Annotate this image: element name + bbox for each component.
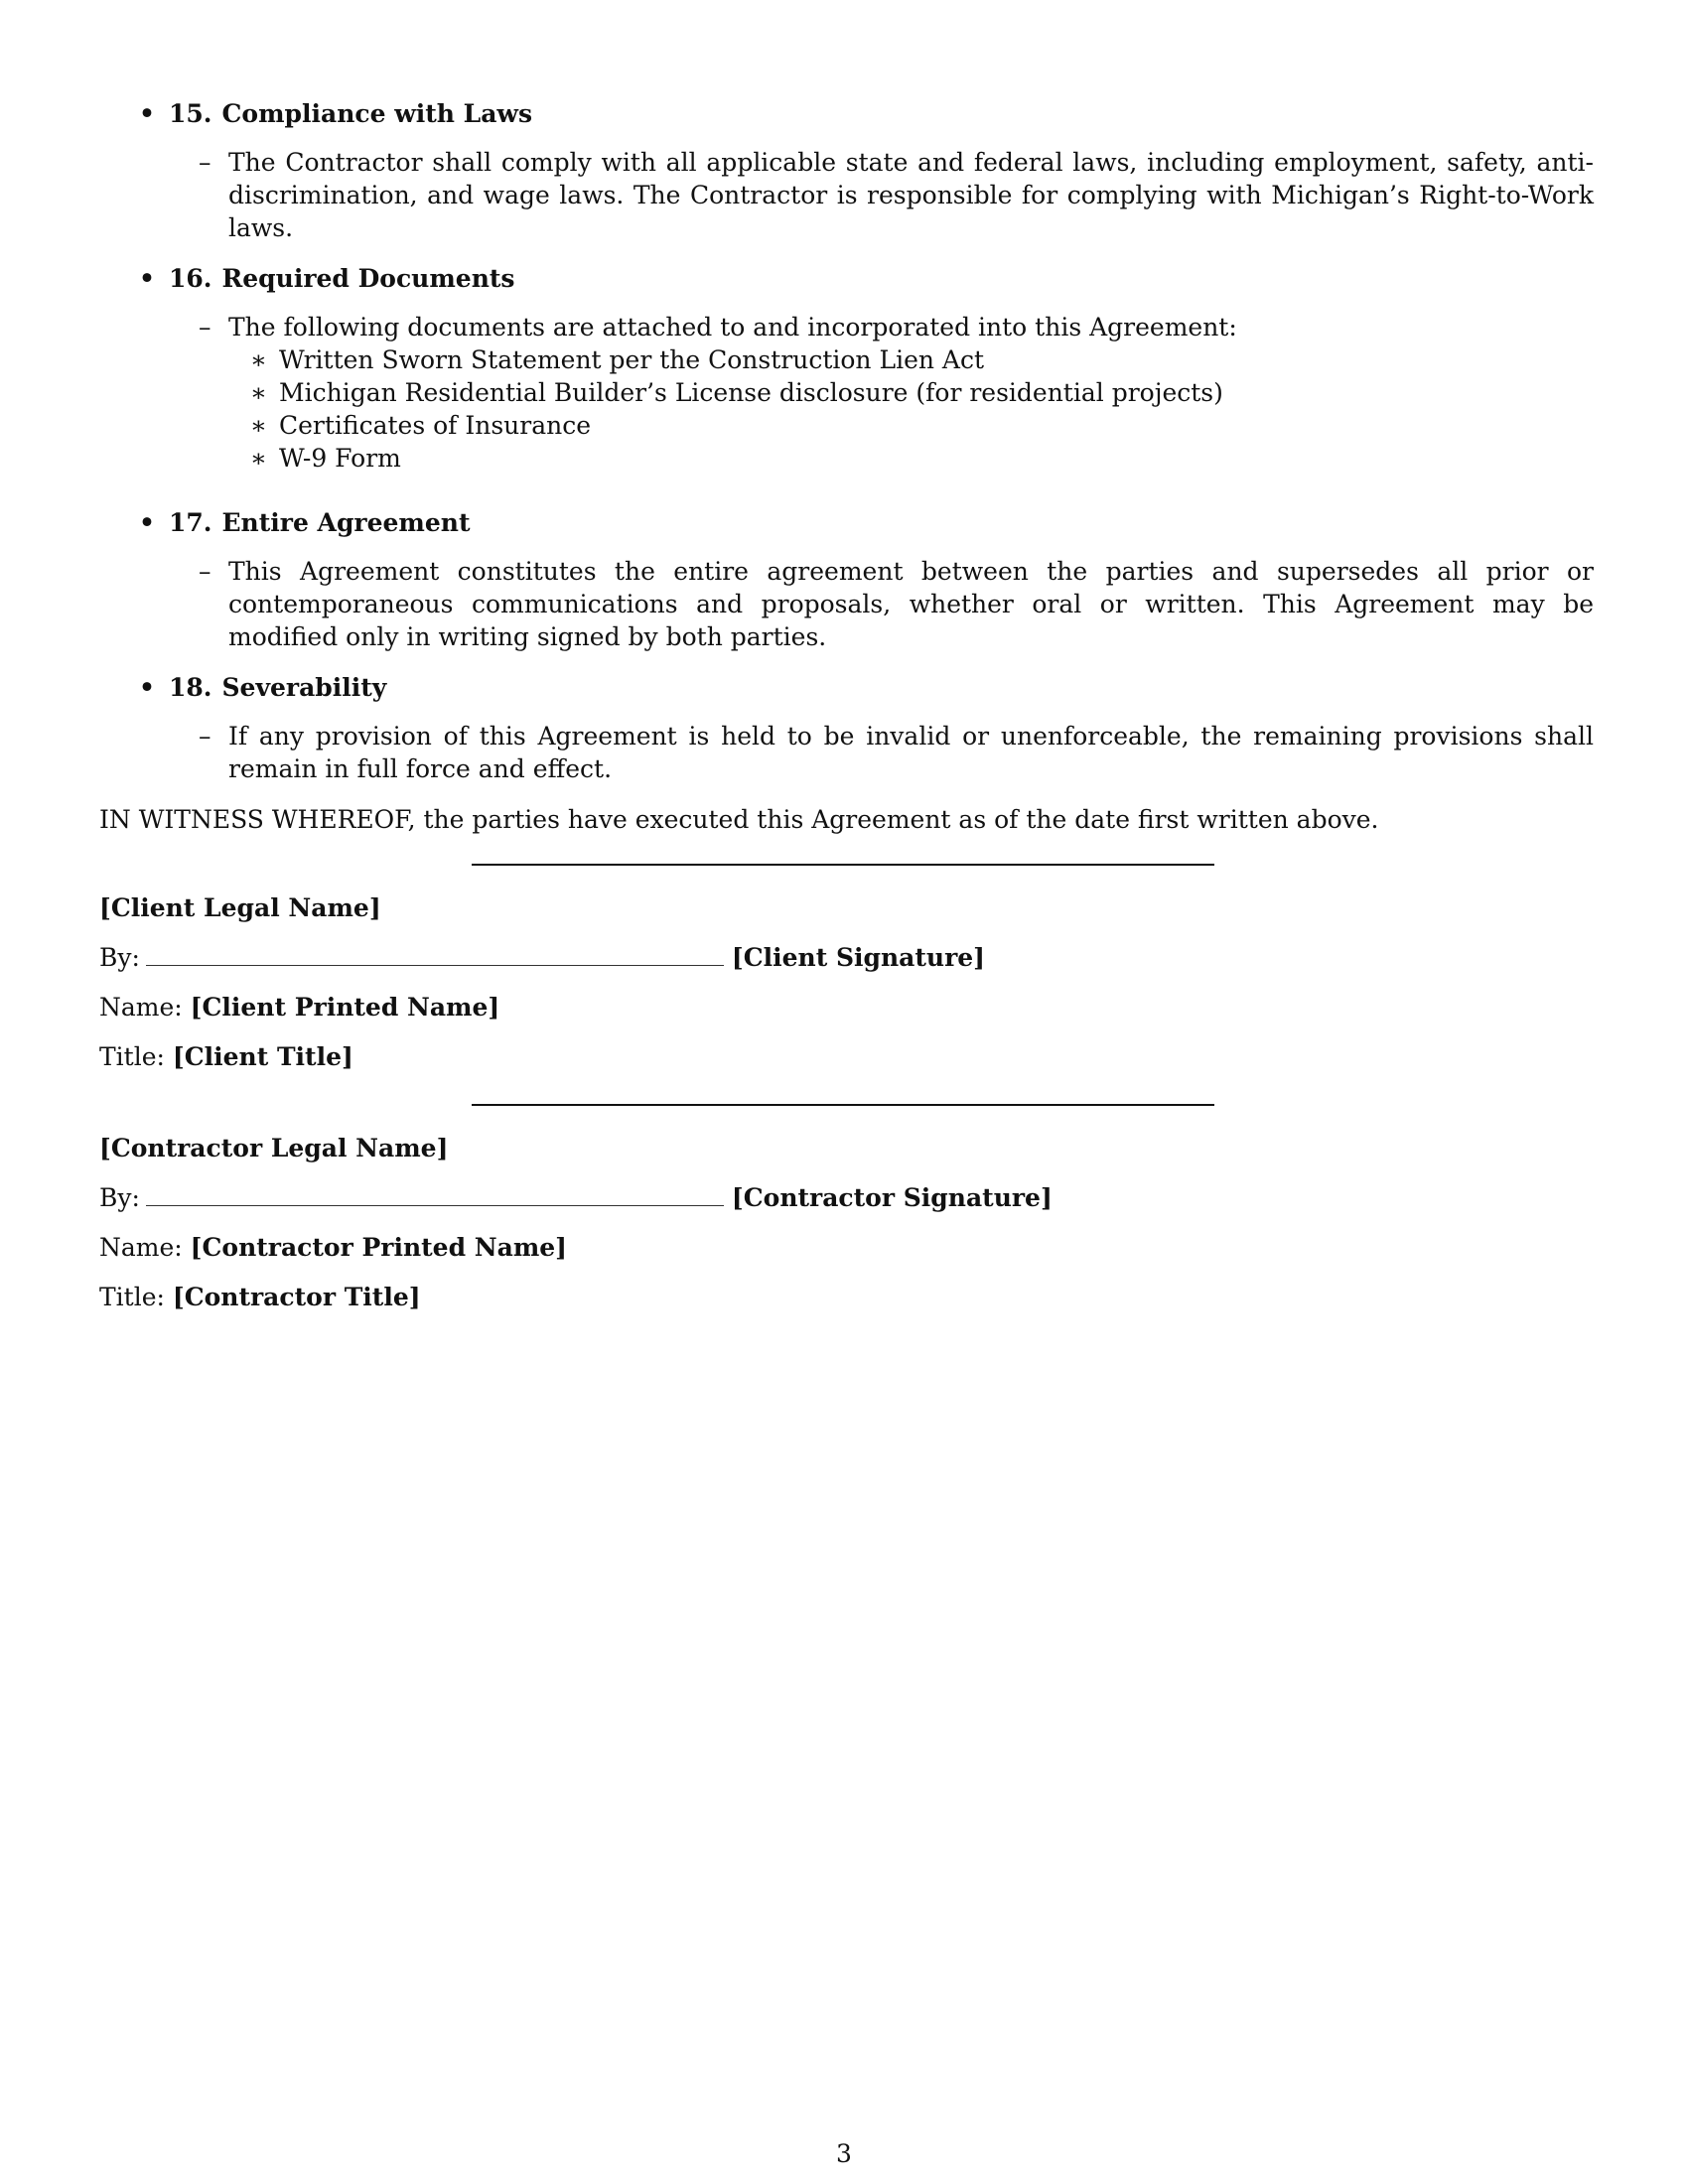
contractor-title-line: [99, 1281, 1594, 1313]
dash-icon: –: [199, 557, 211, 586]
section-item: [99, 311, 1594, 343]
client-title: [Client Title]: [172, 1042, 353, 1071]
bullet-icon: •: [139, 508, 155, 537]
section-title: Required Documents: [221, 264, 515, 293]
title-label: Title:: [99, 1283, 165, 1311]
name-label: Name:: [99, 1233, 183, 1262]
section-item-text: The Contractor shall comply with all applicable state and federal laws, including employment, safety, anti-discrimination, and wage laws. The Contractor is responsible for complying with Michigan’s Right-to-Work laws.: [228, 148, 1594, 242]
asterisk-icon: ∗: [250, 345, 267, 374]
list-item: [99, 442, 1594, 475]
section-number: 16.: [169, 264, 212, 293]
title-label: Title:: [99, 1042, 165, 1071]
by-label: By:: [99, 943, 140, 972]
contractor-signature-placeholder: [Contractor Signature]: [731, 1183, 1053, 1212]
contractor-by-line: [99, 1181, 1594, 1214]
page-number: 3: [836, 2139, 852, 2168]
section-entire-agreement: [99, 506, 1594, 653]
section-heading: [99, 262, 1594, 295]
list-item-text: Michigan Residential Builder’s License disclosure (for residential projects): [279, 378, 1223, 407]
section-number: 15.: [169, 99, 212, 128]
client-printed-name: [Client Printed Name]: [190, 993, 500, 1022]
contractor-printed-name: [Contractor Printed Name]: [190, 1233, 568, 1262]
list-item-text: Certificates of Insurance: [279, 411, 592, 440]
section-title: Entire Agreement: [221, 508, 471, 537]
list-item: [99, 343, 1594, 376]
list-item-text: W-9 Form: [279, 444, 401, 473]
section-item: [99, 146, 1594, 244]
contractor-name-line: [99, 1231, 1594, 1264]
asterisk-icon: ∗: [250, 378, 267, 407]
name-label: Name:: [99, 993, 183, 1022]
section-item: [99, 555, 1594, 653]
section-item: [99, 720, 1594, 785]
signature-divider: [472, 864, 1214, 866]
section-item-text: If any provision of this Agreement is held to be invalid or unenforceable, the remaining provisions shall remain in full force and effect.: [228, 722, 1594, 783]
witness-statement: IN WITNESS WHEREOF, the parties have executed this Agreement as of the date first written above.: [99, 805, 1379, 834]
client-signature-block: [99, 891, 1594, 1073]
bullet-icon: •: [139, 99, 155, 128]
dash-icon: –: [199, 313, 211, 341]
required-documents-list: [99, 343, 1594, 475]
section-compliance-with-laws: [99, 97, 1594, 244]
asterisk-icon: ∗: [250, 444, 267, 473]
section-title: Severability: [221, 673, 387, 702]
section-required-documents: [99, 262, 1594, 488]
client-signature-field[interactable]: [146, 943, 724, 966]
section-item-text: The following documents are attached to and incorporated into this Agreement:: [228, 313, 1237, 341]
document-body: [99, 97, 1594, 1330]
client-by-line: [99, 941, 1594, 974]
contractor-signature-block: [99, 1132, 1594, 1313]
list-item-text: Written Sworn Statement per the Construction Lien Act: [279, 345, 985, 374]
signature-divider: [472, 1104, 1214, 1106]
client-signature-placeholder: [Client Signature]: [731, 943, 986, 972]
bullet-icon: •: [139, 673, 155, 702]
section-item-text: This Agreement constitutes the entire agreement between the parties and supersedes all prior or contemporaneous communications and proposals, whether oral or written. This Agreement may be modified only in writing signed by both parties.: [228, 557, 1594, 651]
list-item: [99, 409, 1594, 442]
contractor-legal-name: [Contractor Legal Name]: [99, 1134, 449, 1162]
dash-icon: –: [199, 722, 211, 751]
section-severability: [99, 671, 1594, 785]
asterisk-icon: ∗: [250, 411, 267, 440]
dash-icon: –: [199, 148, 211, 177]
client-name-line: [99, 991, 1594, 1024]
section-heading: [99, 97, 1594, 130]
contractor-signature-field[interactable]: [146, 1183, 724, 1206]
client-legal-name: [Client Legal Name]: [99, 893, 381, 922]
client-title-line: [99, 1040, 1594, 1073]
section-heading: [99, 671, 1594, 704]
section-heading: [99, 506, 1594, 539]
list-item: [99, 376, 1594, 409]
contractor-title: [Contractor Title]: [172, 1283, 421, 1311]
bullet-icon: •: [139, 264, 155, 293]
section-number: 18.: [169, 673, 212, 702]
section-number: 17.: [169, 508, 212, 537]
by-label: By:: [99, 1183, 140, 1212]
section-title: Compliance with Laws: [221, 99, 533, 128]
